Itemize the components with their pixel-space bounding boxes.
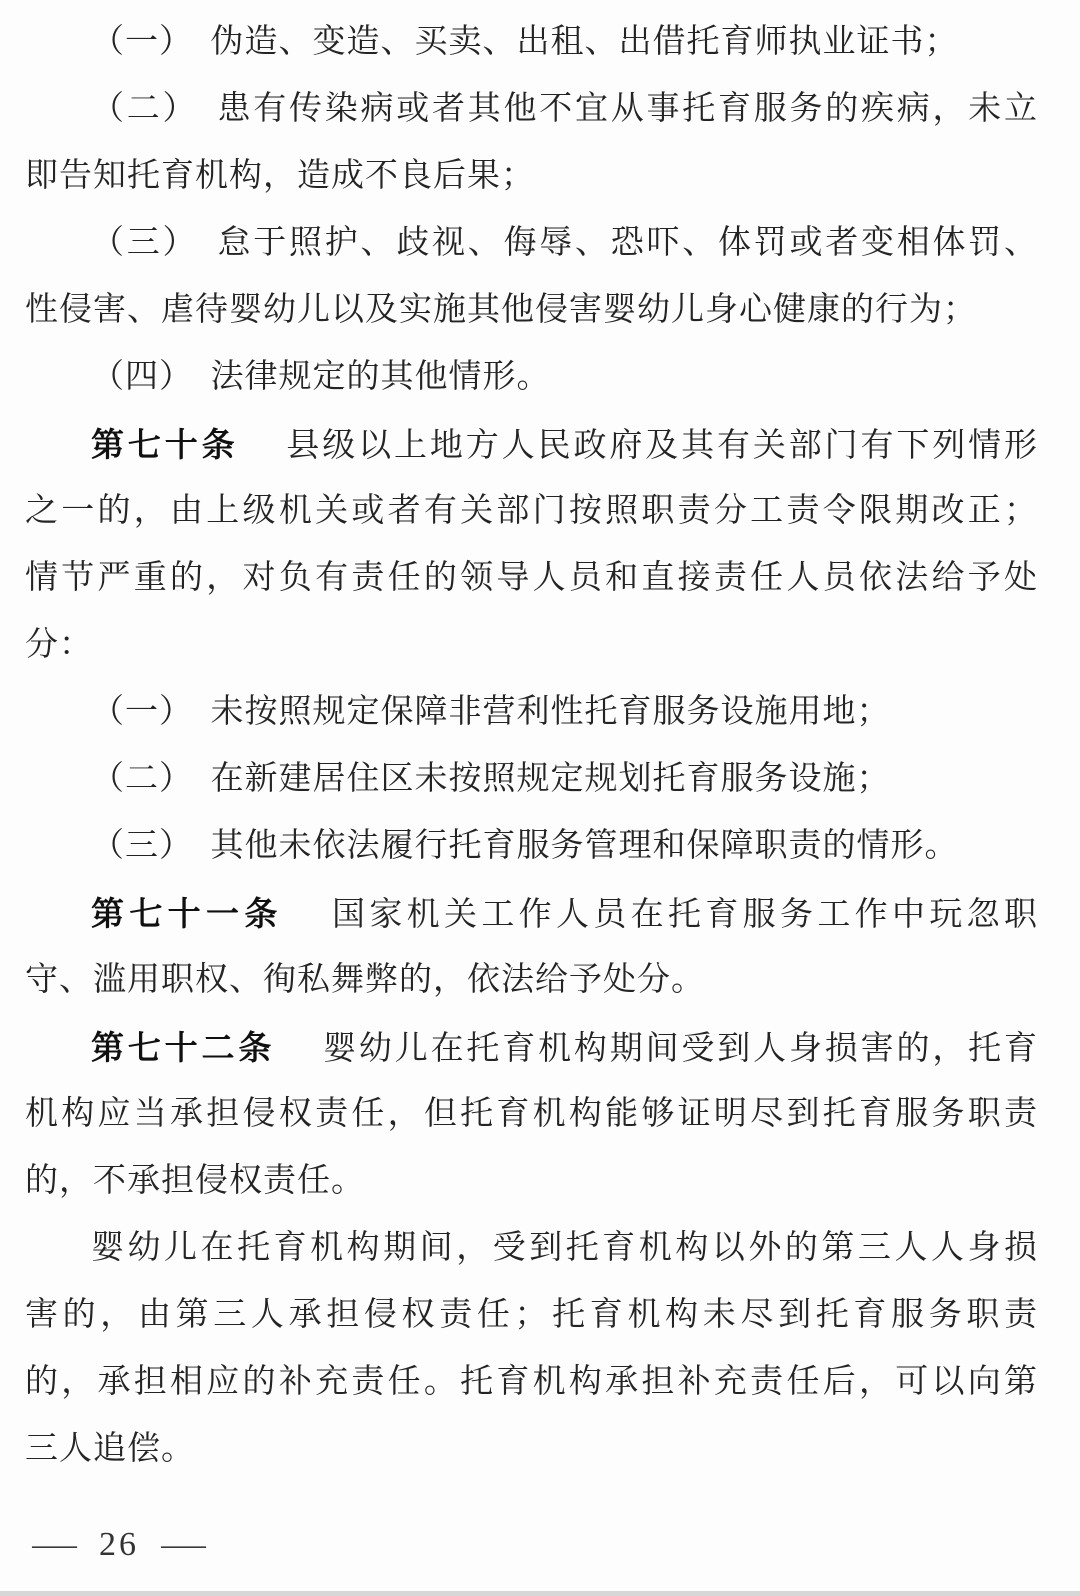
text-line: 机构应当承担侵权责任，但托育机构能够证明尽到托育服务职责	[25, 1096, 1038, 1132]
text-line	[25, 411, 1038, 478]
text-line: 守、滥用职权、徇私舞弊的，依法给予处分。	[25, 962, 705, 998]
page-number: 26	[99, 1526, 139, 1563]
text-line	[25, 1014, 1038, 1081]
text-line: （三） 其他未依法履行托育服务管理和保障职责的情形。	[91, 828, 959, 864]
article-number: 第七十一条	[91, 895, 283, 932]
text-line: 的，承担相应的补充责任。托育机构承担补充责任后，可以向第	[25, 1364, 1038, 1400]
text-line: （二） 患有传染病或者其他不宜从事托育服务的疾病，未立	[91, 91, 1038, 127]
text-line: 婴幼儿在托育机构期间，受到托育机构以外的第三人人身损	[91, 1230, 1038, 1266]
scan-edge	[0, 1591, 1080, 1596]
article-number-gap	[239, 455, 285, 456]
page-footer	[32, 1518, 206, 1572]
text-line: （三） 怠于照护、歧视、侮辱、恐吓、体罚或者变相体罚、	[91, 225, 1038, 261]
text-line: 之一的，由上级机关或者有关部门按照职责分工责令限期改正；	[25, 493, 1038, 529]
text-line: 害的，由第三人承担侵权责任；托育机构未尽到托育服务职责	[25, 1297, 1038, 1333]
footer-dash-left: —	[32, 1526, 77, 1563]
text-line: 性侵害、虐待婴幼儿以及实施其他侵害婴幼儿身心健康的行为；	[25, 292, 977, 328]
line-text: 国家机关工作人员在托育服务工作中玩忽职	[328, 897, 1038, 933]
document-body	[25, 9, 1038, 1483]
text-line: （一） 未按照规定保障非营利性托育服务设施用地；	[91, 694, 891, 730]
article-number: 第七十条	[91, 426, 239, 463]
text-line: 即告知托育机构，造成不良后果；	[25, 158, 535, 194]
text-line: 情节严重的，对负有责任的领导人员和直接责任人员依法给予处	[25, 560, 1038, 596]
text-line: （二） 在新建居住区未按照规定规划托育服务设施；	[91, 761, 891, 797]
text-line: （四） 法律规定的其他情形。	[91, 359, 551, 395]
text-line: 的，不承担侵权责任。	[25, 1163, 365, 1199]
footer-dash-right: —	[161, 1526, 206, 1563]
text-line: （一） 伪造、变造、买卖、出租、出借托育师执业证书；	[91, 24, 959, 60]
article-number-gap	[283, 924, 329, 925]
text-line: 分：	[25, 627, 93, 663]
line-text: 县级以上地方人民政府及其有关部门有下列情形	[284, 428, 1038, 464]
article-number-gap	[275, 1058, 321, 1059]
article-number: 第七十二条	[91, 1029, 276, 1066]
text-line: 三人追偿。	[25, 1431, 195, 1467]
line-text: 婴幼儿在托育机构期间受到人身损害的，托育	[321, 1031, 1038, 1067]
text-line	[25, 880, 1038, 947]
